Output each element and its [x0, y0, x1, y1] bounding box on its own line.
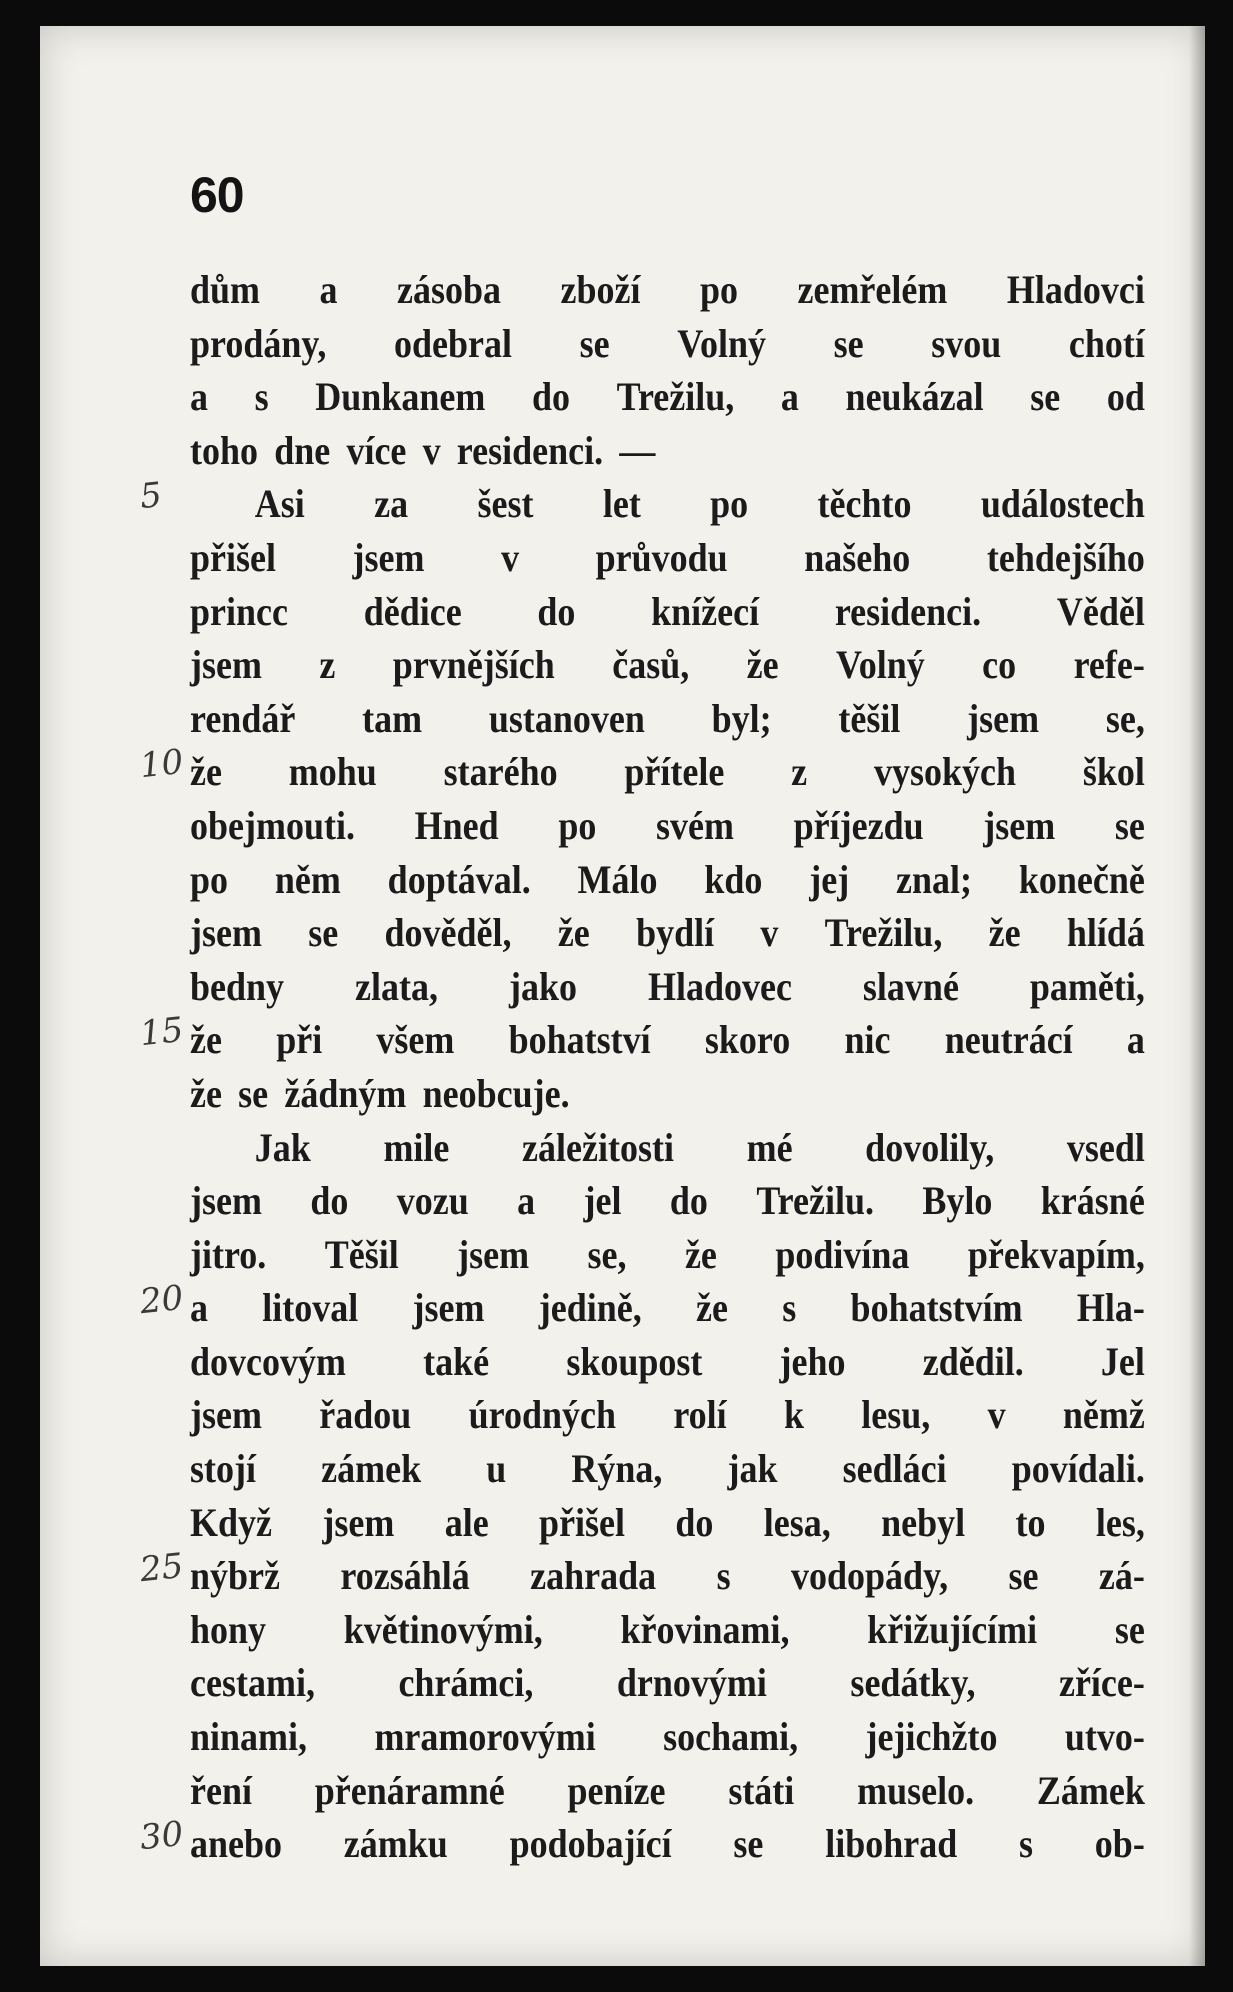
word: ustanoven	[488, 695, 645, 741]
word: do	[310, 1178, 349, 1224]
word: zříce-	[1058, 1660, 1145, 1706]
word: refe-	[1073, 642, 1145, 688]
word: Trežilu.	[756, 1178, 874, 1224]
word: Jel	[1100, 1338, 1145, 1384]
text-line	[190, 1552, 1145, 1606]
word: odebral	[394, 320, 513, 366]
word: se,	[587, 1231, 627, 1277]
word: šest	[477, 481, 534, 527]
word: mohu	[288, 749, 377, 795]
text-line	[190, 266, 1145, 320]
word: zámku	[343, 1821, 448, 1867]
word: jsem	[457, 1231, 530, 1277]
word: křižujícími	[867, 1606, 1038, 1652]
word: vysokých	[873, 749, 1017, 795]
text-line	[190, 373, 1145, 427]
word: z	[319, 642, 336, 688]
word: zboží	[560, 267, 641, 312]
word: po	[710, 481, 749, 527]
word: byl;	[711, 695, 772, 741]
word: jitro.	[190, 1231, 267, 1277]
word: svém	[656, 802, 734, 848]
word: sedláci	[842, 1446, 947, 1492]
text-line	[190, 909, 1145, 963]
word: ninami,	[190, 1714, 308, 1760]
word: a	[1126, 1017, 1145, 1063]
word: jsem	[412, 1285, 485, 1331]
word: do	[531, 374, 570, 420]
word: od	[1106, 374, 1145, 420]
word: dovolily,	[865, 1124, 995, 1170]
word: muselo.	[857, 1767, 975, 1813]
page-edge-shadow	[1189, 26, 1205, 1966]
word: ob-	[1094, 1821, 1145, 1867]
body-text	[190, 266, 1145, 1874]
word: tehdejšího	[986, 534, 1145, 580]
word: za	[374, 481, 409, 527]
word: residenci.	[834, 588, 982, 634]
word: rolí	[673, 1392, 727, 1438]
word: Trežilu,	[616, 374, 735, 420]
word: lesu,	[861, 1392, 931, 1438]
word: jsem	[967, 695, 1040, 741]
word: záležitosti	[522, 1124, 674, 1170]
word: jak	[727, 1446, 778, 1492]
word: co	[982, 642, 1017, 688]
word: toho	[190, 427, 259, 473]
word: se	[833, 320, 864, 366]
word: po	[190, 856, 229, 902]
word: s	[1019, 1821, 1034, 1867]
text-line	[190, 427, 1145, 481]
word: se	[1008, 1553, 1039, 1599]
word: jsem	[190, 1178, 262, 1224]
word: cestami,	[190, 1660, 315, 1706]
word: se	[308, 910, 339, 956]
margin-note-25: 25	[138, 1545, 186, 1591]
word: zásoba	[397, 267, 502, 312]
word: těšil	[838, 695, 901, 741]
word: nebyl	[881, 1499, 966, 1545]
word: překvapím,	[967, 1231, 1145, 1277]
word: a	[190, 1285, 208, 1331]
word: sedátky,	[850, 1660, 976, 1706]
word: slavné	[862, 963, 959, 1009]
word: Zámek	[1036, 1767, 1145, 1813]
word: Dunkanem	[315, 374, 486, 420]
word: princc	[190, 588, 288, 634]
word: konečně	[1018, 856, 1145, 902]
word: jejichžto	[865, 1714, 998, 1760]
word: anebo	[190, 1821, 283, 1867]
text-line	[190, 802, 1145, 856]
word: řadou	[319, 1392, 412, 1438]
word: jsem	[983, 802, 1056, 848]
word: jej	[809, 856, 850, 902]
word: také	[423, 1338, 490, 1384]
word: stojí	[190, 1446, 256, 1492]
word: v	[760, 910, 779, 956]
word: přítele	[624, 749, 725, 795]
word: bohatství	[508, 1017, 651, 1063]
word: rozsáhlá	[340, 1553, 470, 1599]
word: les,	[1095, 1499, 1145, 1545]
word: se	[733, 1821, 764, 1867]
text-line	[190, 748, 1145, 802]
word: přišel	[539, 1499, 626, 1545]
word: jeho	[779, 1338, 846, 1384]
word: zdědil.	[922, 1338, 1024, 1384]
word: zemřelém	[797, 267, 948, 312]
word: jsem	[190, 642, 262, 688]
word: Jak	[254, 1124, 311, 1170]
word: v	[987, 1392, 1006, 1438]
word: žádným	[284, 1070, 407, 1116]
word: jel	[583, 1178, 622, 1224]
word: Volný	[836, 642, 925, 688]
word: drnovými	[616, 1660, 767, 1706]
text-line	[190, 1070, 1145, 1124]
word: něm	[274, 856, 341, 902]
word: dědice	[363, 588, 462, 634]
word: znal;	[896, 856, 973, 902]
word: jsem	[190, 1392, 262, 1438]
word: peníze	[567, 1767, 666, 1813]
text-line	[190, 1124, 1145, 1178]
word: to	[1015, 1499, 1046, 1545]
word: že	[190, 1070, 222, 1116]
word: hlídá	[1066, 910, 1145, 956]
book-page	[40, 26, 1205, 1966]
word: Hladovec	[647, 963, 792, 1009]
word: po	[699, 267, 739, 312]
word: do	[537, 588, 576, 634]
word: Málo	[577, 856, 658, 902]
word: z	[791, 749, 808, 795]
word: se	[1114, 802, 1145, 848]
word: Trežilu,	[824, 910, 943, 956]
word: vozu	[396, 1178, 469, 1224]
word: jsem	[190, 910, 262, 956]
word: a	[517, 1178, 536, 1224]
word: dověděl,	[384, 910, 512, 956]
word: do	[669, 1178, 708, 1224]
word: tam	[362, 695, 423, 741]
text-line	[190, 963, 1145, 1017]
word: Věděl	[1056, 588, 1145, 634]
word: zahrada	[530, 1553, 657, 1599]
word: paměti,	[1029, 963, 1145, 1009]
text-line	[190, 534, 1145, 588]
word: přišel	[190, 534, 276, 580]
text-line	[190, 1177, 1145, 1231]
word: knížecí	[651, 588, 760, 634]
word: všem	[376, 1017, 455, 1063]
text-line	[190, 1016, 1145, 1070]
page-number: 60	[190, 167, 244, 223]
word: zá-	[1098, 1553, 1145, 1599]
word: průvodu	[595, 534, 728, 580]
word: že	[696, 1285, 729, 1331]
word: že	[746, 642, 779, 688]
word: skoro	[704, 1017, 791, 1063]
word: ření	[190, 1767, 252, 1813]
word: kdo	[704, 856, 763, 902]
word: v	[422, 427, 441, 473]
word: lesa,	[763, 1499, 831, 1545]
word: Asi	[254, 481, 305, 527]
word: příjezdu	[793, 802, 924, 848]
word: utvo-	[1064, 1714, 1145, 1760]
word: mé	[746, 1124, 793, 1170]
word: a	[190, 374, 208, 420]
word: let	[602, 481, 641, 527]
word: bohatstvím	[850, 1285, 1023, 1331]
word: Hned	[414, 802, 499, 848]
word: škol	[1082, 749, 1145, 795]
word: se	[1030, 374, 1061, 420]
word: a	[780, 374, 799, 420]
word: u	[486, 1446, 507, 1492]
word: nýbrž	[190, 1553, 280, 1599]
word: Bylo	[922, 1178, 993, 1224]
text-line	[190, 1338, 1145, 1392]
word: nic	[844, 1017, 891, 1063]
word: dům	[190, 267, 261, 312]
word: s	[716, 1553, 731, 1599]
word: vsedl	[1066, 1124, 1145, 1170]
word: časů,	[612, 642, 690, 688]
text-line	[190, 695, 1145, 749]
word: starého	[443, 749, 558, 795]
word: krásné	[1040, 1178, 1145, 1224]
word: se	[579, 320, 610, 366]
margin-note-5: 5	[137, 474, 164, 518]
word: bydlí	[636, 910, 715, 956]
text-line	[190, 856, 1145, 910]
word: že	[557, 910, 590, 956]
word: květinovými,	[343, 1606, 543, 1652]
word: Když	[190, 1499, 273, 1545]
word: že	[988, 910, 1021, 956]
text-line	[190, 480, 1145, 534]
word: jsem	[352, 534, 425, 580]
word: se	[1114, 1606, 1145, 1652]
word: že	[190, 1017, 222, 1063]
word: přenáramné	[314, 1767, 505, 1813]
word: k	[783, 1392, 804, 1438]
word: křovinami,	[620, 1606, 790, 1652]
text-line	[190, 1820, 1145, 1874]
word: jsem	[322, 1499, 395, 1545]
word: sochami,	[663, 1714, 799, 1760]
word: obejmouti.	[190, 802, 355, 848]
word: Těšil	[324, 1231, 399, 1277]
word: se,	[1105, 695, 1145, 741]
word: prvnějších	[392, 642, 555, 688]
word: Hla-	[1076, 1285, 1145, 1331]
word: —	[619, 427, 656, 473]
text-line	[190, 1659, 1145, 1713]
word: do	[675, 1499, 714, 1545]
word: chotí	[1068, 320, 1145, 366]
text-line	[190, 1713, 1145, 1767]
word: podobající	[509, 1821, 672, 1867]
text-line	[190, 1606, 1145, 1660]
word: Hladovci	[1006, 267, 1145, 312]
text-line	[190, 1284, 1145, 1338]
text-line	[190, 1391, 1145, 1445]
word: hony	[190, 1606, 267, 1652]
margin-note-30: 30	[138, 1813, 186, 1859]
word: zlata,	[355, 963, 438, 1009]
word: zámek	[321, 1446, 422, 1492]
word: a	[319, 267, 338, 312]
text-line	[190, 1231, 1145, 1285]
word: neutrácí	[944, 1017, 1073, 1063]
word: že	[684, 1231, 717, 1277]
word: Volný	[677, 320, 766, 366]
word: úrodných	[468, 1392, 617, 1438]
word: bedny	[190, 963, 285, 1009]
margin-note-20: 20	[138, 1277, 186, 1323]
word: libohrad	[825, 1821, 958, 1867]
text-line	[190, 1767, 1145, 1821]
word: s	[782, 1285, 797, 1331]
word: státi	[728, 1767, 795, 1813]
word: že	[190, 749, 222, 795]
margin-note-10: 10	[138, 741, 186, 787]
word: jedině,	[538, 1285, 642, 1331]
word: jako	[508, 963, 577, 1009]
word: doptával.	[387, 856, 531, 902]
word: neobcuje.	[422, 1070, 570, 1116]
word: dne	[274, 427, 331, 473]
word: při	[276, 1017, 323, 1063]
word: němž	[1062, 1392, 1145, 1438]
word: dovcovým	[190, 1338, 346, 1384]
word: mile	[383, 1124, 450, 1170]
text-line	[190, 641, 1145, 695]
text-line	[190, 1499, 1145, 1553]
word: Rýna,	[571, 1446, 663, 1492]
word: prodány,	[190, 320, 327, 366]
word: našeho	[804, 534, 911, 580]
word: svou	[931, 320, 1002, 366]
word: ale	[444, 1499, 489, 1545]
margin-note-15: 15	[138, 1009, 186, 1055]
text-line	[190, 320, 1145, 374]
text-line	[190, 588, 1145, 642]
word: v	[501, 534, 520, 580]
word: s	[254, 374, 269, 420]
word: residenci.	[456, 427, 604, 473]
word: rendář	[190, 695, 296, 741]
word: skoupost	[566, 1338, 703, 1384]
word: se	[238, 1070, 269, 1116]
text-line	[190, 1445, 1145, 1499]
word: povídali.	[1011, 1446, 1145, 1492]
word: mramorovými	[374, 1714, 596, 1760]
word: chrámci,	[398, 1660, 534, 1706]
word: událostech	[980, 481, 1145, 527]
word: těchto	[817, 481, 912, 527]
word: po	[558, 802, 597, 848]
word: litoval	[262, 1285, 359, 1331]
word: neukázal	[845, 374, 984, 420]
word: vodopády,	[791, 1553, 949, 1599]
word: více	[346, 427, 407, 473]
word: podivína	[775, 1231, 910, 1277]
